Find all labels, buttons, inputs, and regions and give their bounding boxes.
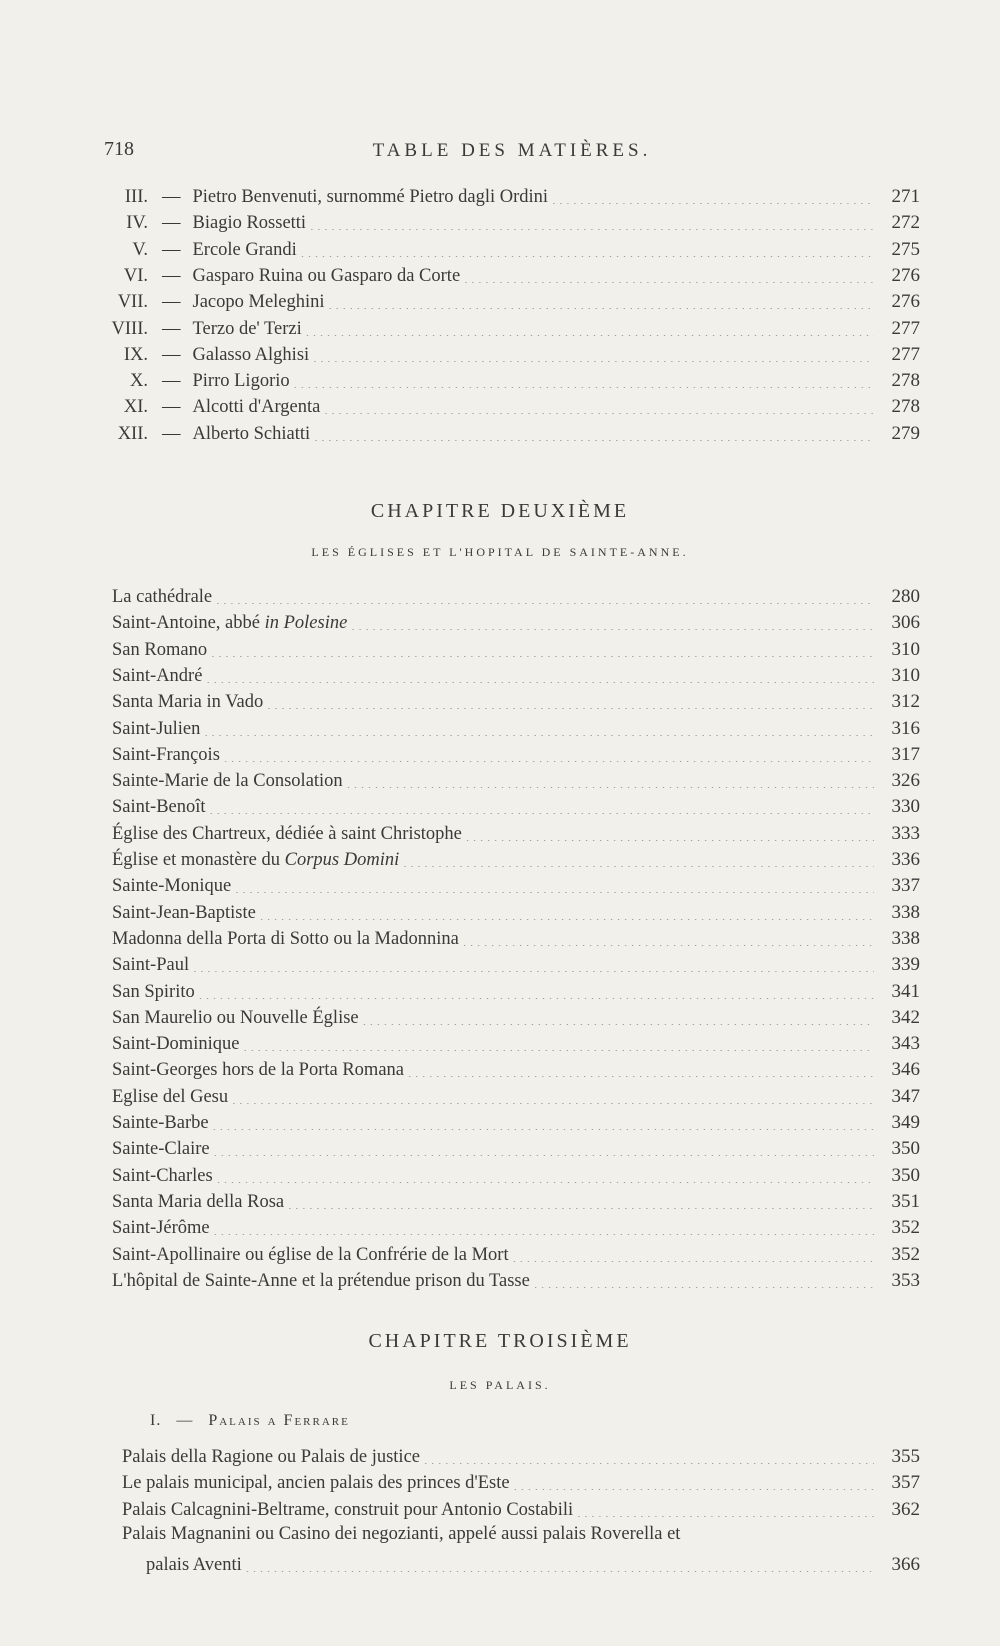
entry-title: Sainte-Barbe — [112, 1113, 209, 1133]
dot-leader — [260, 906, 874, 920]
toc-entry — [104, 316, 920, 340]
section-dash: — — [176, 1412, 194, 1429]
entry-dash: — — [162, 397, 181, 418]
toc-entry — [104, 289, 920, 313]
dot-leader — [267, 695, 874, 709]
entry-number: XI. — [123, 397, 148, 418]
toc-entry — [112, 952, 920, 976]
entry-dash: — — [162, 371, 181, 392]
toc-entry — [104, 263, 920, 287]
chapter-heading: CHAPITRE TROISIÈME — [368, 1330, 632, 1352]
entry-title: Santa Maria della Rosa — [112, 1191, 285, 1212]
entry-page-number: 346 — [891, 1059, 920, 1081]
entry-page-number: 337 — [891, 875, 920, 897]
section-number: I. — [150, 1412, 162, 1429]
entry-dash: — — [162, 344, 181, 365]
toc-entry — [112, 873, 920, 897]
entry-page-number: 277 — [891, 317, 920, 339]
entry-page-number: 349 — [891, 1112, 920, 1133]
toc-entry — [112, 821, 920, 845]
dot-leader — [313, 348, 874, 362]
dot-leader — [243, 1037, 874, 1051]
dot-leader — [424, 1450, 874, 1464]
toc-entry — [104, 421, 920, 445]
entry-page-number: 357 — [891, 1472, 920, 1494]
entry-page-number: 317 — [891, 743, 920, 765]
chapter-subheading: LES PALAIS. — [449, 1378, 551, 1392]
entry-dash: — — [162, 318, 181, 339]
entry-title: L'hôpital de Sainte-Anne et la prétendue prison du Tasse — [112, 1270, 530, 1291]
toc-entry — [112, 979, 920, 1003]
dot-leader — [464, 269, 874, 283]
entry-title: Saint-François — [112, 744, 220, 765]
dot-leader — [288, 1195, 874, 1209]
toc-entry — [112, 1215, 920, 1239]
entry-number: V. — [132, 239, 148, 260]
dot-leader — [294, 374, 874, 388]
entry-dash: — — [162, 265, 181, 286]
dot-leader — [214, 1142, 874, 1156]
dot-leader — [347, 774, 874, 788]
dot-leader — [235, 879, 874, 893]
entry-title: Saint-Georges hors de la Porta Romana — [112, 1060, 404, 1081]
entry-title: San Romano — [112, 639, 208, 660]
toc-entry — [112, 1242, 920, 1266]
chapter-subheading: LES ÉGLISES ET L'HOPITAL DE SAINTE-ANNE. — [311, 545, 689, 559]
entry-title: Saint-Antoine, abbé in Polesine — [112, 613, 348, 634]
toc-entry — [122, 1470, 920, 1494]
chapter-heading: CHAPITRE DEUXIÈME — [370, 500, 630, 522]
entry-number: XII. — [117, 423, 148, 444]
entry-dash: — — [162, 239, 181, 260]
dot-leader — [232, 1090, 874, 1104]
toc-entry — [112, 610, 920, 634]
toc-entry-line: Palais Magnanini ou Casino dei negozianti, appelé aussi palais Roverella et — [122, 1524, 681, 1544]
entry-dash: — — [162, 423, 181, 444]
entry-title: Jacopo Meleghini — [192, 292, 325, 313]
toc-entry — [146, 1552, 920, 1576]
entry-page-number: 338 — [891, 901, 920, 923]
section-title: Palais a Ferrare — [208, 1412, 350, 1429]
entry-page-number: 316 — [891, 717, 920, 739]
entry-page-number: 276 — [891, 291, 920, 313]
entry-title: Saint-Julien — [112, 718, 201, 739]
entry-page-number: 338 — [891, 927, 920, 949]
entry-page-number: 342 — [891, 1006, 920, 1028]
entry-title: Ercole Grandi — [192, 239, 297, 260]
toc-entry — [112, 900, 920, 924]
entry-page-number: 352 — [891, 1243, 920, 1265]
dot-leader — [324, 400, 874, 414]
entry-number: IX. — [123, 344, 148, 365]
entry-number: X. — [130, 371, 148, 392]
entry-page-number: 347 — [891, 1085, 920, 1107]
entry-page-number: 310 — [891, 638, 920, 660]
entry-page-number: 275 — [891, 238, 920, 260]
entry-page-number: 341 — [891, 980, 920, 1002]
entry-title: Le palais municipal, ancien palais des princes d'Este — [122, 1473, 510, 1494]
dot-leader — [211, 643, 874, 657]
dot-leader — [193, 958, 874, 972]
toc-entry — [104, 184, 920, 208]
entry-page-number: 353 — [891, 1269, 920, 1291]
entry-title: Saint-Benoît — [112, 797, 206, 818]
toc-entry — [112, 1084, 920, 1108]
entry-page-number: 350 — [891, 1164, 920, 1186]
dot-leader — [206, 669, 874, 683]
toc-entry — [112, 1189, 920, 1213]
toc-entry — [104, 237, 920, 261]
page-number: 718 — [104, 138, 134, 160]
entry-title: Église des Chartreux, dédiée à saint Christophe — [112, 823, 462, 844]
entry-title: Galasso Alghisi — [192, 344, 310, 365]
entry-page-number: 278 — [891, 396, 920, 418]
dot-leader — [210, 800, 874, 814]
entry-title: Eglise del Gesu — [112, 1086, 229, 1107]
entry-page-number: 336 — [891, 849, 920, 870]
dot-leader — [204, 722, 874, 736]
toc-entry — [104, 210, 920, 234]
dot-leader — [214, 1221, 874, 1235]
dot-leader — [224, 748, 874, 762]
entry-page-number: 279 — [891, 422, 920, 444]
entry-page-number: 355 — [891, 1446, 920, 1467]
dot-leader — [351, 616, 874, 630]
running-title: TABLE DES MATIÈRES. — [372, 140, 652, 161]
entry-title: Gasparo Ruina ou Gasparo da Corte — [192, 265, 461, 286]
toc-entry — [104, 368, 920, 392]
dot-leader — [552, 190, 874, 204]
dot-leader — [213, 1116, 874, 1130]
entry-page-number: 366 — [891, 1554, 920, 1575]
entry-title: Pietro Benvenuti, surnommé Pietro dagli Ordini — [192, 187, 549, 207]
toc-entry — [112, 926, 920, 950]
dot-leader — [301, 243, 874, 257]
entry-page-number: 276 — [891, 264, 920, 286]
entry-title: Pirro Ligorio — [192, 371, 290, 392]
dot-leader — [246, 1558, 874, 1572]
toc-entry — [112, 1136, 920, 1160]
toc-entry — [112, 847, 920, 871]
entry-number: VII. — [117, 292, 148, 313]
toc-entry — [112, 1163, 920, 1187]
dot-leader — [513, 1248, 874, 1262]
entry-title: Santa Maria in Vado — [112, 692, 264, 713]
entry-title: Alberto Schiatti — [192, 423, 311, 444]
dot-leader — [314, 427, 874, 441]
entry-title: Palais della Ragione ou Palais de justice — [122, 1447, 420, 1467]
entry-dash: — — [162, 292, 181, 313]
entry-title: Église et monastère du Corpus Domini — [112, 850, 400, 870]
entry-title: Saint-Paul — [112, 955, 190, 976]
dot-leader — [403, 853, 874, 867]
entry-title: Saint-Dominique — [112, 1034, 240, 1055]
entry-page-number: 351 — [891, 1190, 920, 1212]
entry-title: Sainte-Claire — [112, 1139, 210, 1160]
toc-entry — [122, 1497, 920, 1521]
entry-title: Madonna della Porta di Sotto ou la Madonnina — [112, 928, 459, 949]
entry-title: La cathédrale — [112, 587, 213, 607]
entry-page-number: 312 — [891, 691, 920, 713]
entry-page-number: 343 — [891, 1033, 920, 1055]
entry-page-number: 272 — [891, 212, 920, 234]
entry-page-number: 306 — [891, 612, 920, 634]
dot-leader — [216, 590, 874, 604]
entry-page-number: 333 — [891, 822, 920, 844]
entry-title: Saint-Jean-Baptiste — [112, 902, 256, 923]
toc-entry — [112, 768, 920, 792]
entry-number: VI. — [123, 265, 148, 286]
toc-entry — [112, 1031, 920, 1055]
entry-title: Saint-André — [112, 665, 203, 686]
toc-entry — [112, 1110, 920, 1134]
entry-page-number: 277 — [891, 343, 920, 365]
dot-leader — [534, 1274, 874, 1288]
section-heading — [150, 1412, 350, 1430]
dot-leader — [329, 295, 874, 309]
entry-title: palais Aventi — [146, 1555, 242, 1575]
entry-title: Alcotti d'Argenta — [192, 397, 321, 418]
entry-page-number: 278 — [891, 370, 920, 392]
entry-page-number: 310 — [891, 664, 920, 686]
entry-title: Palais Calcagnini-Beltrame, construit pour Antonio Costabili — [122, 1499, 574, 1520]
entry-title: Saint-Charles — [112, 1165, 213, 1186]
dot-leader — [306, 322, 874, 336]
entry-page-number: 271 — [891, 186, 920, 207]
entry-title: San Spirito — [112, 981, 195, 1002]
toc-entry — [112, 663, 920, 687]
toc-entry — [112, 1057, 920, 1081]
dot-leader — [217, 1169, 874, 1183]
toc-entry — [112, 742, 920, 766]
entry-number: VIII. — [111, 318, 148, 339]
entry-page-number: 350 — [891, 1138, 920, 1160]
toc-entry — [104, 342, 920, 366]
entry-page-number: 362 — [891, 1498, 920, 1520]
toc-entry — [104, 394, 920, 418]
dot-leader — [310, 216, 874, 230]
entry-page-number: 339 — [891, 954, 920, 976]
dot-leader — [199, 985, 874, 999]
entry-dash: — — [162, 213, 181, 234]
dot-leader — [408, 1063, 874, 1077]
dot-leader — [363, 1011, 874, 1025]
entry-number: III. — [124, 187, 148, 207]
entry-page-number: 326 — [891, 770, 920, 792]
toc-entry — [112, 794, 920, 818]
toc-entry — [112, 716, 920, 740]
toc-entry — [112, 584, 920, 608]
entry-title: Saint-Jérôme — [112, 1218, 210, 1239]
dot-leader — [466, 827, 874, 841]
entry-page-number: 352 — [891, 1217, 920, 1239]
entry-title: Saint-Apollinaire ou église de la Confrérie de la Mort — [112, 1244, 509, 1265]
entry-number: IV. — [126, 213, 148, 234]
entry-title: San Maurelio ou Nouvelle Église — [112, 1007, 359, 1028]
toc-entry — [112, 1268, 920, 1292]
entry-page-number: 330 — [891, 796, 920, 818]
dot-leader — [577, 1503, 874, 1517]
entry-dash: — — [162, 187, 181, 207]
toc-entry — [112, 689, 920, 713]
entry-title: Sainte-Marie de la Consolation — [112, 771, 343, 792]
toc-entry — [122, 1444, 920, 1468]
page-header — [104, 138, 920, 168]
entry-title-italic: in Polesine — [264, 613, 348, 634]
dot-leader — [463, 932, 874, 946]
entry-page-number: 280 — [891, 586, 920, 607]
entry-title: Terzo de' Terzi — [192, 318, 302, 339]
toc-entry — [112, 1005, 920, 1029]
entry-title: Biagio Rossetti — [192, 213, 307, 234]
entry-title-italic: Corpus Domini — [284, 850, 400, 870]
toc-entry — [112, 637, 920, 661]
dot-leader — [514, 1476, 874, 1490]
entry-title: Sainte-Monique — [112, 876, 232, 897]
